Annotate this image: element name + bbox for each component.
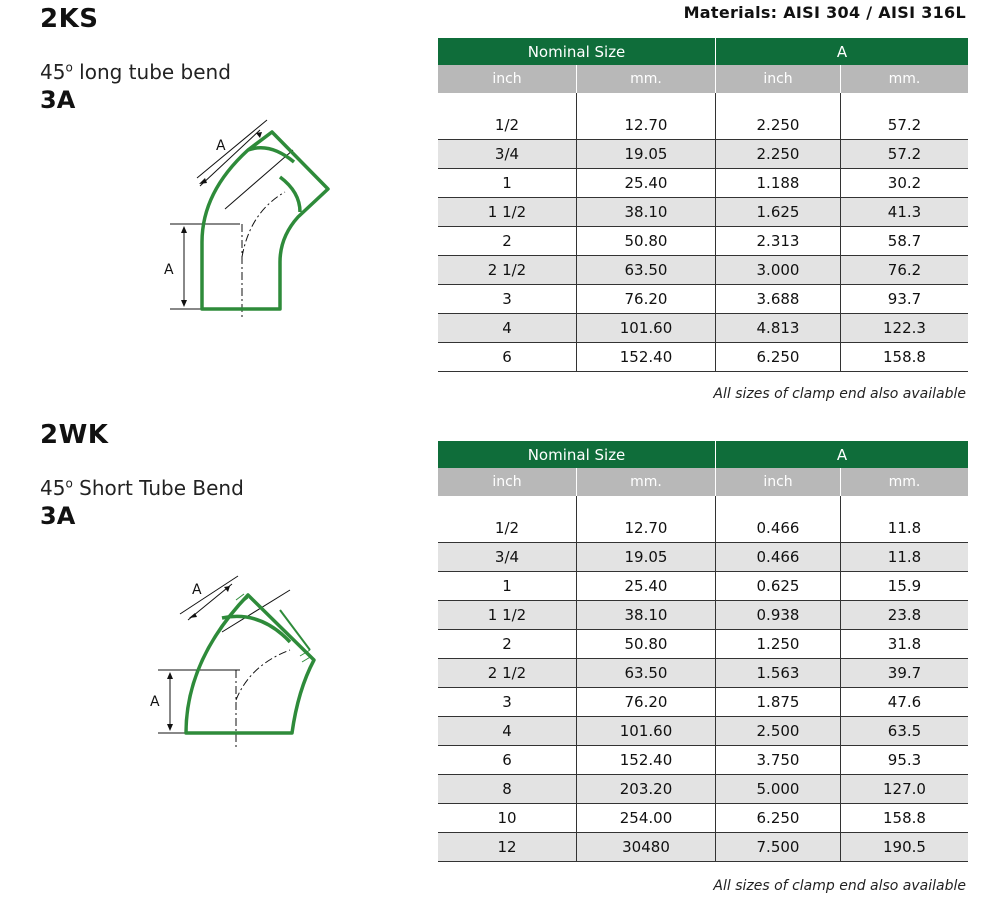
table-row: [438, 543, 968, 572]
nominal-inch-cell: 10: [438, 804, 577, 833]
nominal-inch-cell: 2: [438, 227, 577, 256]
a-inch-cell: 3.688: [716, 285, 841, 314]
table-row: [438, 659, 968, 688]
spacer-cell: [438, 93, 577, 111]
a-mm-cell: 122.3: [841, 314, 969, 343]
nominal-inch-cell: 8: [438, 775, 577, 804]
spacer-cell: [841, 496, 969, 514]
a-inch-cell: 1.563: [716, 659, 841, 688]
table-row: [438, 314, 968, 343]
nominal-mm-cell: 19.05: [577, 543, 716, 572]
a-mm-cell: 23.8: [841, 601, 969, 630]
a-inch-cell: 2.500: [716, 717, 841, 746]
table-row: [438, 746, 968, 775]
a-mm-cell: 31.8: [841, 630, 969, 659]
spacer-cell: [577, 496, 716, 514]
subheader-mm: mm.: [577, 65, 716, 93]
long-bend-drawing: [160, 112, 340, 317]
description-text: long tube bend: [79, 60, 231, 84]
table-row: [438, 630, 968, 659]
a-mm-cell: 95.3: [841, 746, 969, 775]
spacer-cell: [438, 496, 577, 514]
header-nominal-size: Nominal Size: [438, 38, 716, 65]
a-mm-cell: 63.5: [841, 717, 969, 746]
nominal-inch-cell: 1/2: [438, 111, 577, 140]
subheader-mm: mm.: [577, 468, 716, 496]
nominal-inch-cell: 1 1/2: [438, 601, 577, 630]
spec-table-2ks: [438, 38, 968, 372]
dimension-label-diagonal: A: [216, 138, 226, 154]
subheader-inch: inch: [438, 468, 577, 496]
table-row: [438, 688, 968, 717]
table-row: [438, 227, 968, 256]
table-row: [438, 111, 968, 140]
nominal-mm-cell: 101.60: [577, 717, 716, 746]
a-mm-cell: 58.7: [841, 227, 969, 256]
a-mm-cell: 41.3: [841, 198, 969, 227]
dimension-label-vertical: A: [164, 262, 174, 278]
angle-value: 45: [40, 60, 66, 84]
a-mm-cell: 39.7: [841, 659, 969, 688]
table-row: [438, 601, 968, 630]
product-description: [40, 60, 231, 84]
a-mm-cell: 190.5: [841, 833, 969, 862]
a-inch-cell: 6.250: [716, 343, 841, 372]
a-mm-cell: 93.7: [841, 285, 969, 314]
nominal-inch-cell: 3: [438, 688, 577, 717]
availability-note: All sizes of clamp end also available: [713, 386, 966, 402]
nominal-inch-cell: 2: [438, 630, 577, 659]
availability-note: All sizes of clamp end also available: [713, 878, 966, 894]
nominal-mm-cell: 254.00: [577, 804, 716, 833]
nominal-mm-cell: 25.40: [577, 572, 716, 601]
short-bend-drawing: [140, 570, 330, 755]
nominal-mm-cell: 38.10: [577, 601, 716, 630]
degree-symbol: o: [65, 476, 73, 491]
table-row: [438, 169, 968, 198]
spec-table-2wk: [438, 441, 968, 862]
nominal-inch-cell: 6: [438, 343, 577, 372]
nominal-mm-cell: 63.50: [577, 256, 716, 285]
a-mm-cell: 76.2: [841, 256, 969, 285]
table-row: [438, 140, 968, 169]
nominal-inch-cell: 12: [438, 833, 577, 862]
header-dimension-a: A: [716, 38, 969, 65]
spacer-cell: [841, 93, 969, 111]
angle-value: 45: [40, 476, 66, 500]
subheader-inch: inch: [716, 468, 841, 496]
subheader-inch: inch: [438, 65, 577, 93]
a-inch-cell: 2.250: [716, 111, 841, 140]
product-description: [40, 476, 244, 500]
nominal-mm-cell: 12.70: [577, 514, 716, 543]
subheader-mm: mm.: [841, 65, 969, 93]
a-mm-cell: 47.6: [841, 688, 969, 717]
header-dimension-a: A: [716, 441, 969, 468]
nominal-mm-cell: 152.40: [577, 746, 716, 775]
description-text: Short Tube Bend: [79, 476, 244, 500]
a-inch-cell: 1.188: [716, 169, 841, 198]
a-inch-cell: 1.250: [716, 630, 841, 659]
dimension-label-vertical: A: [150, 694, 160, 710]
nominal-inch-cell: 1: [438, 572, 577, 601]
a-mm-cell: 11.8: [841, 543, 969, 572]
nominal-mm-cell: 50.80: [577, 630, 716, 659]
nominal-mm-cell: 12.70: [577, 111, 716, 140]
table-row: [438, 717, 968, 746]
header-nominal-size: Nominal Size: [438, 441, 716, 468]
nominal-inch-cell: 1/2: [438, 514, 577, 543]
a-inch-cell: 0.466: [716, 514, 841, 543]
nominal-inch-cell: 1: [438, 169, 577, 198]
a-inch-cell: 1.875: [716, 688, 841, 717]
degree-symbol: o: [65, 60, 73, 75]
a-mm-cell: 11.8: [841, 514, 969, 543]
nominal-mm-cell: 76.20: [577, 285, 716, 314]
nominal-inch-cell: 6: [438, 746, 577, 775]
nominal-inch-cell: 3/4: [438, 140, 577, 169]
table-row: [438, 833, 968, 862]
a-inch-cell: 2.313: [716, 227, 841, 256]
table-row: [438, 514, 968, 543]
a-mm-cell: 158.8: [841, 804, 969, 833]
dimension-label-diagonal: A: [192, 582, 202, 598]
standard-label: 3A: [40, 86, 76, 114]
nominal-inch-cell: 1 1/2: [438, 198, 577, 227]
table-spacer-row: [438, 93, 968, 111]
a-mm-cell: 127.0: [841, 775, 969, 804]
a-inch-cell: 3.750: [716, 746, 841, 775]
nominal-mm-cell: 25.40: [577, 169, 716, 198]
a-mm-cell: 158.8: [841, 343, 969, 372]
table-row: [438, 804, 968, 833]
nominal-inch-cell: 2 1/2: [438, 256, 577, 285]
spacer-cell: [716, 93, 841, 111]
a-inch-cell: 3.000: [716, 256, 841, 285]
nominal-mm-cell: 19.05: [577, 140, 716, 169]
nominal-inch-cell: 4: [438, 717, 577, 746]
a-mm-cell: 30.2: [841, 169, 969, 198]
a-mm-cell: 57.2: [841, 140, 969, 169]
table-row: [438, 775, 968, 804]
nominal-inch-cell: 2 1/2: [438, 659, 577, 688]
a-mm-cell: 15.9: [841, 572, 969, 601]
standard-label: 3A: [40, 502, 76, 530]
nominal-mm-cell: 101.60: [577, 314, 716, 343]
nominal-mm-cell: 38.10: [577, 198, 716, 227]
product-code: 2WK: [40, 420, 109, 450]
a-inch-cell: 4.813: [716, 314, 841, 343]
a-inch-cell: 5.000: [716, 775, 841, 804]
nominal-mm-cell: 203.20: [577, 775, 716, 804]
table-row: [438, 572, 968, 601]
table-row: [438, 198, 968, 227]
nominal-mm-cell: 30480: [577, 833, 716, 862]
nominal-inch-cell: 3: [438, 285, 577, 314]
subheader-mm: mm.: [841, 468, 969, 496]
a-inch-cell: 0.625: [716, 572, 841, 601]
table-spacer-row: [438, 496, 968, 514]
a-inch-cell: 7.500: [716, 833, 841, 862]
nominal-mm-cell: 63.50: [577, 659, 716, 688]
nominal-inch-cell: 3/4: [438, 543, 577, 572]
materials-label: Materials: AISI 304 / AISI 316L: [683, 3, 966, 22]
a-mm-cell: 57.2: [841, 111, 969, 140]
a-inch-cell: 6.250: [716, 804, 841, 833]
a-inch-cell: 0.466: [716, 543, 841, 572]
spacer-cell: [716, 496, 841, 514]
product-code: 2KS: [40, 4, 99, 34]
nominal-mm-cell: 76.20: [577, 688, 716, 717]
table-row: [438, 256, 968, 285]
nominal-inch-cell: 4: [438, 314, 577, 343]
table-row: [438, 343, 968, 372]
table-row: [438, 285, 968, 314]
a-inch-cell: 0.938: [716, 601, 841, 630]
nominal-mm-cell: 152.40: [577, 343, 716, 372]
a-inch-cell: 2.250: [716, 140, 841, 169]
spacer-cell: [577, 93, 716, 111]
subheader-inch: inch: [716, 65, 841, 93]
a-inch-cell: 1.625: [716, 198, 841, 227]
nominal-mm-cell: 50.80: [577, 227, 716, 256]
